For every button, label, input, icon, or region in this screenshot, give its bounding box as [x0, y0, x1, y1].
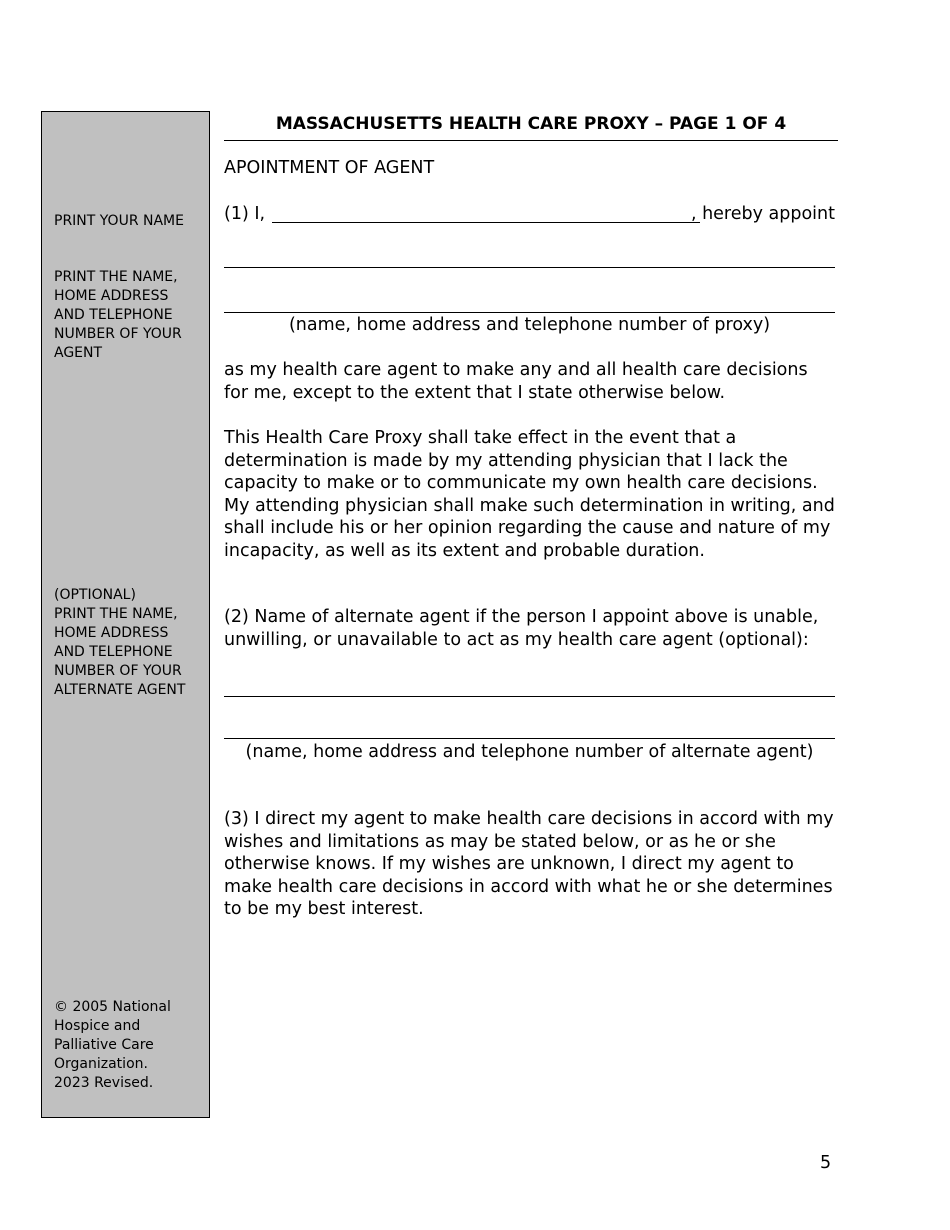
note-line: Organization. — [54, 1056, 148, 1072]
form-title: MASSACHUSETTS HEALTH CARE PROXY – PAGE 1 OF 4 — [275, 114, 787, 134]
note-line: Hospice and — [54, 1018, 141, 1034]
page-number: 5 — [820, 1153, 832, 1173]
note-line: PRINT THE NAME, — [54, 606, 178, 622]
note-line: NUMBER OF YOUR — [54, 326, 182, 342]
appoint-prefix: (1) I, — [224, 204, 266, 224]
alternate-agent-paragraph: (2) Name of alternate agent if the person I appoint above is unable, unwilling, or unavailable to act as my health care agent (optional): — [224, 607, 819, 650]
instruction-sidebar — [41, 111, 210, 1118]
alternate-agent-instruction-note — [54, 586, 204, 700]
note-line: (OPTIONAL) — [54, 587, 136, 603]
note-line: PRINT THE NAME, — [54, 269, 178, 285]
note-line: © 2005 National — [54, 999, 171, 1015]
agent-instruction-note — [54, 268, 204, 363]
proxy-caption: (name, home address and telephone number of proxy) — [288, 315, 771, 335]
section-heading: APOINTMENT OF AGENT — [224, 158, 435, 178]
agent-direction-paragraph: (3) I direct my agent to make health care decisions in accord with my wishes and limitations as may be stated below, or as he or she otherwise knows. If my wishes are unknown, I direct my agent to make health care decisions in accord with what he or she determines to be my best interest. — [224, 809, 834, 919]
title-underline — [224, 140, 838, 141]
principal-name-field[interactable] — [272, 222, 700, 223]
note-line: HOME ADDRESS — [54, 625, 169, 641]
note-line: ALTERNATE AGENT — [54, 682, 186, 698]
note-line: PRINT YOUR NAME — [54, 213, 184, 229]
appoint-suffix: , hereby appoint — [690, 204, 835, 224]
note-line: HOME ADDRESS — [54, 288, 169, 304]
print-your-name-note — [54, 212, 204, 231]
alternate-agent-field-line-1[interactable] — [224, 696, 835, 697]
appoint-line — [224, 202, 835, 226]
effective-condition-paragraph: This Health Care Proxy shall take effect in the event that a determination is made by my attending physician that I lack the capacity to make or to communicate my own health care decisions. My attending physician shall make such determination in writing, and shall include his or her opinion regarding the cause and nature of my incapacity, as well as its extent and probable duration. — [224, 428, 835, 561]
note-line: Palliative Care — [54, 1037, 154, 1053]
alternate-caption: (name, home address and telephone number of alternate agent) — [245, 742, 814, 762]
note-line: AND TELEPHONE — [54, 644, 173, 660]
copyright-note — [54, 998, 204, 1093]
note-line: 2023 Revised. — [54, 1075, 154, 1091]
agent-info-field-line-2[interactable] — [224, 312, 835, 313]
agent-info-field-line-1[interactable] — [224, 267, 835, 268]
note-line: NUMBER OF YOUR — [54, 663, 182, 679]
note-line: AND TELEPHONE — [54, 307, 173, 323]
note-line: AGENT — [54, 345, 103, 361]
agent-authority-paragraph: as my health care agent to make any and all health care decisions for me, except to the extent that I state otherwise below. — [224, 360, 808, 403]
alternate-agent-field-line-2[interactable] — [224, 738, 835, 739]
